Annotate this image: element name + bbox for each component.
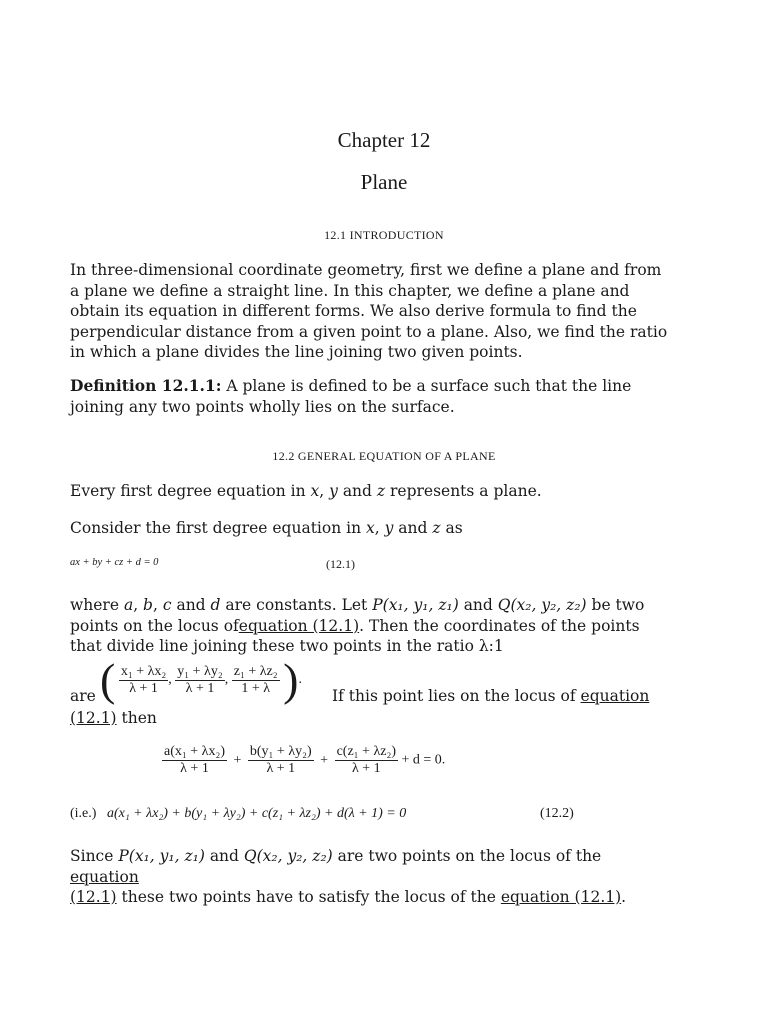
- equation-link[interactable]: (12.1): [70, 709, 117, 727]
- where-text: ,: [152, 596, 163, 614]
- section-heading-general-equation: 12.2 GENERAL EQUATION OF A PLANE: [272, 449, 496, 463]
- var-x: x: [366, 519, 375, 537]
- equation-12-2-expression: a(x₁ + λx₂) + b(y₁ + λy₂) + c(z₁ + λz₂) + d(λ + 1) = 0: [106, 806, 407, 821]
- fraction-z: [232, 664, 280, 697]
- fraction-numerator: b(y₁ + λy₂): [249, 744, 312, 759]
- fraction-denominator: 1 + λ: [241, 680, 271, 696]
- since-text: these two points have to satisfy the locus of the: [116, 888, 501, 906]
- consider-sentence: [70, 518, 670, 539]
- intro-line: obtain its equation in different forms. We also derive formula to find the: [70, 302, 637, 320]
- plus-sign: +: [320, 752, 329, 768]
- statement-text: represents a plane.: [385, 482, 542, 500]
- var-y: y: [329, 482, 338, 500]
- intro-line: a plane we define a straight line. In this chapter, we define a plane and: [70, 281, 630, 300]
- where-text: where: [70, 596, 124, 614]
- equation-12-2-number: (12.2): [540, 806, 574, 821]
- where-text: are constants. Let: [220, 596, 373, 614]
- then-text: then: [116, 709, 157, 727]
- fraction-b: [248, 744, 314, 777]
- intro-line: perpendicular distance from a given point to a plane. Also, we find the ratio: [70, 322, 668, 341]
- right-paren: ): [283, 654, 299, 705]
- equation-link[interactable]: equation: [70, 867, 139, 886]
- equation-12-1: [70, 557, 158, 568]
- var-c: c: [162, 596, 172, 614]
- where-text: . Then the coordinates of the points: [359, 616, 640, 635]
- since-text: Since: [70, 847, 119, 865]
- intro-paragraph: [70, 260, 670, 363]
- fraction-x: [119, 664, 168, 697]
- fraction-a: [162, 744, 227, 777]
- point-p: P(x₁, y₁, z₁): [118, 847, 205, 865]
- fraction-denominator: λ + 1: [180, 761, 209, 776]
- fraction-denominator: λ + 1: [129, 680, 158, 696]
- consider-text: ,: [374, 519, 385, 537]
- left-paren: (: [100, 654, 116, 705]
- fraction-numerator: a(x₁ + λx₂): [164, 744, 225, 759]
- point-q: Q(x₂, y₂, z₂): [243, 847, 333, 865]
- where-text: ,: [133, 596, 144, 614]
- point-p: P(x₁, y₁, z₁): [372, 596, 459, 614]
- since-text: .: [621, 888, 627, 906]
- definition-text: joining any two points wholly lies on the surface.: [70, 397, 455, 416]
- statement-text: and: [337, 482, 377, 500]
- definition-text: A plane is defined to be a surface such that the line: [221, 377, 632, 395]
- fraction-numerator: x₁ + λx₂: [120, 663, 167, 679]
- where-text: be two: [586, 596, 645, 614]
- chapter-heading: Chapter 12: [337, 128, 431, 152]
- var-x: x: [310, 482, 320, 500]
- fraction-y: [175, 664, 224, 697]
- fraction-denominator: λ + 1: [185, 680, 215, 696]
- division-point-vector: [100, 654, 302, 705]
- since-text: and: [204, 847, 244, 865]
- fraction-numerator: z₁ + λz₂: [233, 663, 278, 679]
- definition-label: Definition 12.1.1:: [70, 376, 222, 395]
- statement-text: Every first degree equation in: [70, 482, 311, 500]
- var-z: z: [432, 519, 441, 537]
- fraction-c: [335, 744, 398, 777]
- consider-text: Consider the first degree equation in: [70, 519, 366, 537]
- section-heading-introduction: 12.1 INTRODUCTION: [324, 228, 444, 242]
- then-sentence: [70, 709, 157, 727]
- statement-text: ,: [319, 482, 330, 500]
- substituted-equation: [162, 744, 445, 777]
- where-text: points on the locus of: [70, 616, 239, 635]
- equation-12-1-expression: ax + by + cz + d = 0: [70, 557, 159, 568]
- fraction-numerator: y₁ + λy₂: [177, 663, 223, 679]
- var-z: z: [376, 482, 386, 500]
- fraction-numerator: c(z₁ + λz₂): [336, 744, 396, 759]
- var-a: a: [123, 596, 134, 614]
- equation-link[interactable]: (12.1): [70, 888, 117, 906]
- since-text: are two points on the locus of the: [332, 847, 602, 865]
- ie-label: (i.e.): [70, 806, 97, 821]
- fraction-denominator: λ + 1: [266, 761, 296, 776]
- var-d: d: [210, 596, 221, 614]
- plus-sign: +: [233, 752, 242, 768]
- intro-line: in which a plane divides the line joining two given points.: [70, 343, 523, 361]
- since-paragraph: [70, 846, 670, 908]
- intro-line: In three-dimensional coordinate geometry, first we define a plane and from: [70, 261, 662, 279]
- where-paragraph: [70, 595, 670, 657]
- equation-tail: + d = 0.: [401, 752, 446, 768]
- separator: ,: [224, 672, 229, 688]
- equation-link[interactable]: equation (12.1): [500, 888, 622, 906]
- are-word: are: [70, 687, 96, 705]
- if-sentence: [332, 687, 649, 705]
- period: .: [298, 672, 302, 688]
- equation-link[interactable]: equation (12.1): [238, 616, 360, 635]
- fraction-denominator: λ + 1: [351, 761, 381, 776]
- where-text: that divide line joining these two points in the ratio λ:1: [70, 637, 504, 655]
- chapter-title: Plane: [360, 170, 408, 194]
- var-b: b: [143, 596, 153, 614]
- equation-link[interactable]: equation: [580, 687, 650, 705]
- if-text: If this point lies on the locus of: [332, 687, 581, 705]
- where-text: and: [171, 596, 211, 614]
- equation-12-2: [70, 806, 406, 822]
- consider-text: as: [440, 519, 463, 537]
- theorem-statement: [70, 481, 670, 502]
- var-y: y: [384, 519, 394, 537]
- point-q: Q(x₂, y₂, z₂): [497, 596, 587, 614]
- separator: ,: [168, 672, 172, 688]
- consider-text: and: [393, 519, 433, 537]
- definition-paragraph: [70, 376, 670, 417]
- equation-12-1-number: (12.1): [326, 557, 355, 571]
- where-text: and: [458, 596, 498, 614]
